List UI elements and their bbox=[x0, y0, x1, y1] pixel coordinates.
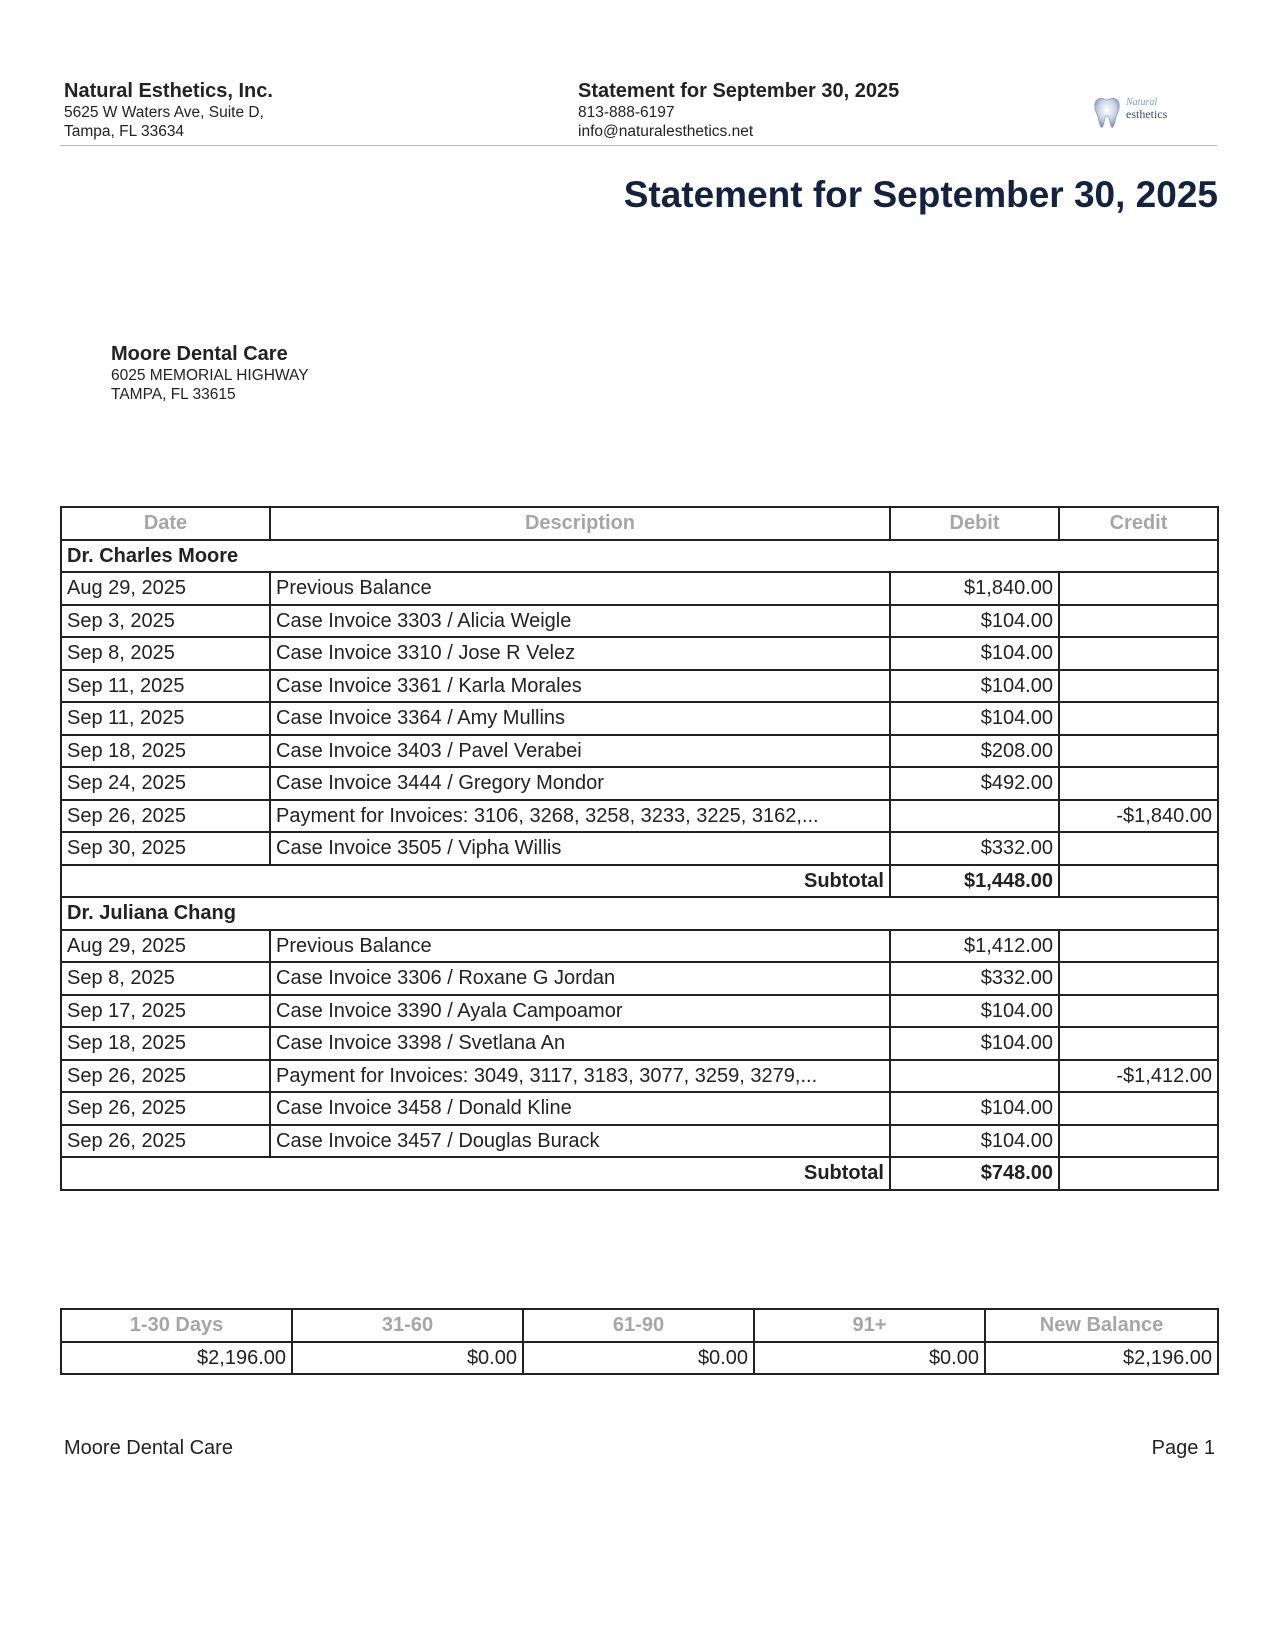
row-debit bbox=[890, 1060, 1059, 1093]
row-description: Case Invoice 3505 / Vipha Willis bbox=[270, 832, 890, 865]
row-date: Sep 8, 2025 bbox=[61, 962, 270, 995]
aging-value-31-60: $0.00 bbox=[292, 1342, 523, 1375]
row-date: Sep 26, 2025 bbox=[61, 1060, 270, 1093]
subtotal-label: Subtotal bbox=[61, 1157, 890, 1190]
table-row bbox=[61, 1125, 1218, 1158]
footer-customer-name: Moore Dental Care bbox=[64, 1437, 233, 1459]
recipient-address bbox=[111, 342, 309, 404]
header-statement-title: Statement for September 30, 2025 bbox=[578, 80, 900, 102]
row-date: Sep 11, 2025 bbox=[61, 702, 270, 735]
row-credit bbox=[1059, 1125, 1218, 1158]
subtotal-credit-empty bbox=[1059, 865, 1218, 898]
group-name: Dr. Charles Moore bbox=[61, 540, 1218, 573]
table-row bbox=[61, 572, 1218, 605]
aging-values-row bbox=[61, 1342, 1218, 1375]
aging-header-row bbox=[61, 1309, 1218, 1342]
table-row bbox=[61, 930, 1218, 963]
group-header-row bbox=[61, 897, 1218, 930]
row-description: Case Invoice 3458 / Donald Kline bbox=[270, 1092, 890, 1125]
row-debit: $104.00 bbox=[890, 670, 1059, 703]
aging-header-new-balance: New Balance bbox=[985, 1309, 1218, 1342]
column-header-date: Date bbox=[61, 507, 270, 540]
row-debit: $104.00 bbox=[890, 995, 1059, 1028]
row-debit: $104.00 bbox=[890, 605, 1059, 638]
statement-header-info bbox=[578, 79, 899, 141]
row-description: Case Invoice 3398 / Svetlana An bbox=[270, 1027, 890, 1060]
subtotal-row bbox=[61, 1157, 1218, 1190]
subtotal-value: $748.00 bbox=[890, 1157, 1059, 1190]
company-logo bbox=[1090, 92, 1180, 132]
row-debit: $104.00 bbox=[890, 637, 1059, 670]
aging-value-61-90: $0.00 bbox=[523, 1342, 754, 1375]
subtotal-row bbox=[61, 865, 1218, 898]
column-header-description: Description bbox=[270, 507, 890, 540]
row-credit bbox=[1059, 832, 1218, 865]
aging-value-91-plus: $0.00 bbox=[754, 1342, 985, 1375]
row-description: Case Invoice 3364 / Amy Mullins bbox=[270, 702, 890, 735]
table-row bbox=[61, 962, 1218, 995]
table-row bbox=[61, 670, 1218, 703]
company-email: info@naturalesthetics.net bbox=[578, 123, 754, 140]
row-date: Sep 18, 2025 bbox=[61, 735, 270, 768]
row-debit: $1,840.00 bbox=[890, 572, 1059, 605]
row-description: Case Invoice 3303 / Alicia Weigle bbox=[270, 605, 890, 638]
table-row bbox=[61, 1092, 1218, 1125]
row-description: Case Invoice 3403 / Pavel Verabei bbox=[270, 735, 890, 768]
table-row bbox=[61, 767, 1218, 800]
header-divider bbox=[60, 145, 1217, 146]
row-date: Sep 11, 2025 bbox=[61, 670, 270, 703]
row-description: Payment for Invoices: 3049, 3117, 3183, 3077, 3259, 3279,... bbox=[270, 1060, 890, 1093]
row-description: Case Invoice 3306 / Roxane G Jordan bbox=[270, 962, 890, 995]
row-credit bbox=[1059, 670, 1218, 703]
row-credit: -$1,840.00 bbox=[1059, 800, 1218, 833]
row-debit bbox=[890, 800, 1059, 833]
statement-body bbox=[61, 540, 1218, 1190]
row-debit: $104.00 bbox=[890, 1027, 1059, 1060]
row-credit bbox=[1059, 637, 1218, 670]
table-row bbox=[61, 832, 1218, 865]
aging-header-31-60: 31-60 bbox=[292, 1309, 523, 1342]
aging-header-61-90: 61-90 bbox=[523, 1309, 754, 1342]
column-header-credit: Credit bbox=[1059, 507, 1218, 540]
row-date: Sep 17, 2025 bbox=[61, 995, 270, 1028]
column-header-debit: Debit bbox=[890, 507, 1059, 540]
aging-value-new-balance: $2,196.00 bbox=[985, 1342, 1218, 1375]
subtotal-credit-empty bbox=[1059, 1157, 1218, 1190]
row-debit: $104.00 bbox=[890, 1125, 1059, 1158]
row-credit bbox=[1059, 995, 1218, 1028]
row-description: Payment for Invoices: 3106, 3268, 3258, 3233, 3225, 3162,... bbox=[270, 800, 890, 833]
table-row bbox=[61, 1027, 1218, 1060]
company-address-line2: Tampa, FL 33634 bbox=[64, 123, 185, 140]
aging-table bbox=[60, 1308, 1219, 1375]
subtotal-value: $1,448.00 bbox=[890, 865, 1059, 898]
logo-text-natural: Natural bbox=[1126, 97, 1158, 108]
table-row bbox=[61, 800, 1218, 833]
row-description: Case Invoice 3457 / Douglas Burack bbox=[270, 1125, 890, 1158]
row-credit bbox=[1059, 1027, 1218, 1060]
table-row bbox=[61, 605, 1218, 638]
company-address-line1: 5625 W Waters Ave, Suite D, bbox=[64, 104, 264, 121]
row-description: Previous Balance bbox=[270, 930, 890, 963]
row-date: Sep 26, 2025 bbox=[61, 1125, 270, 1158]
company-name: Natural Esthetics, Inc. bbox=[64, 80, 273, 102]
footer-page-number: Page 1 bbox=[1151, 1437, 1215, 1459]
row-debit: $208.00 bbox=[890, 735, 1059, 768]
table-row bbox=[61, 735, 1218, 768]
row-description: Case Invoice 3310 / Jose R Velez bbox=[270, 637, 890, 670]
aging-header-91-plus: 91+ bbox=[754, 1309, 985, 1342]
row-credit bbox=[1059, 962, 1218, 995]
subtotal-label: Subtotal bbox=[61, 865, 890, 898]
row-date: Sep 18, 2025 bbox=[61, 1027, 270, 1060]
row-credit bbox=[1059, 735, 1218, 768]
statement-table bbox=[60, 506, 1219, 1191]
row-date: Sep 8, 2025 bbox=[61, 637, 270, 670]
row-debit: $332.00 bbox=[890, 832, 1059, 865]
table-row bbox=[61, 1060, 1218, 1093]
row-date: Aug 29, 2025 bbox=[61, 572, 270, 605]
row-description: Case Invoice 3390 / Ayala Campoamor bbox=[270, 995, 890, 1028]
row-description: Previous Balance bbox=[270, 572, 890, 605]
group-name: Dr. Juliana Chang bbox=[61, 897, 1218, 930]
recipient-name: Moore Dental Care bbox=[111, 343, 288, 365]
table-row bbox=[61, 637, 1218, 670]
row-credit: -$1,412.00 bbox=[1059, 1060, 1218, 1093]
row-credit bbox=[1059, 930, 1218, 963]
row-date: Sep 26, 2025 bbox=[61, 1092, 270, 1125]
row-debit: $332.00 bbox=[890, 962, 1059, 995]
logo-text-esthetics: esthetics bbox=[1126, 107, 1168, 121]
row-date: Sep 26, 2025 bbox=[61, 800, 270, 833]
row-credit bbox=[1059, 572, 1218, 605]
table-row bbox=[61, 702, 1218, 735]
row-debit: $104.00 bbox=[890, 702, 1059, 735]
row-debit: $1,412.00 bbox=[890, 930, 1059, 963]
recipient-address-line1: 6025 MEMORIAL HIGHWAY bbox=[111, 367, 309, 384]
tooth-icon bbox=[1092, 94, 1122, 130]
aging-header-1-30: 1-30 Days bbox=[61, 1309, 292, 1342]
row-description: Case Invoice 3361 / Karla Morales bbox=[270, 670, 890, 703]
row-credit bbox=[1059, 702, 1218, 735]
aging-value-1-30: $2,196.00 bbox=[61, 1342, 292, 1375]
row-credit bbox=[1059, 767, 1218, 800]
company-info bbox=[64, 79, 273, 141]
row-date: Aug 29, 2025 bbox=[61, 930, 270, 963]
row-debit: $104.00 bbox=[890, 1092, 1059, 1125]
statement-header-row bbox=[61, 507, 1218, 540]
row-credit bbox=[1059, 605, 1218, 638]
row-date: Sep 3, 2025 bbox=[61, 605, 270, 638]
row-debit: $492.00 bbox=[890, 767, 1059, 800]
row-description: Case Invoice 3444 / Gregory Mondor bbox=[270, 767, 890, 800]
company-phone: 813-888-6197 bbox=[578, 104, 675, 121]
page-title: Statement for September 30, 2025 bbox=[623, 174, 1218, 215]
group-header-row bbox=[61, 540, 1218, 573]
table-row bbox=[61, 995, 1218, 1028]
row-date: Sep 24, 2025 bbox=[61, 767, 270, 800]
recipient-address-line2: TAMPA, FL 33615 bbox=[111, 386, 236, 403]
row-credit bbox=[1059, 1092, 1218, 1125]
row-date: Sep 30, 2025 bbox=[61, 832, 270, 865]
